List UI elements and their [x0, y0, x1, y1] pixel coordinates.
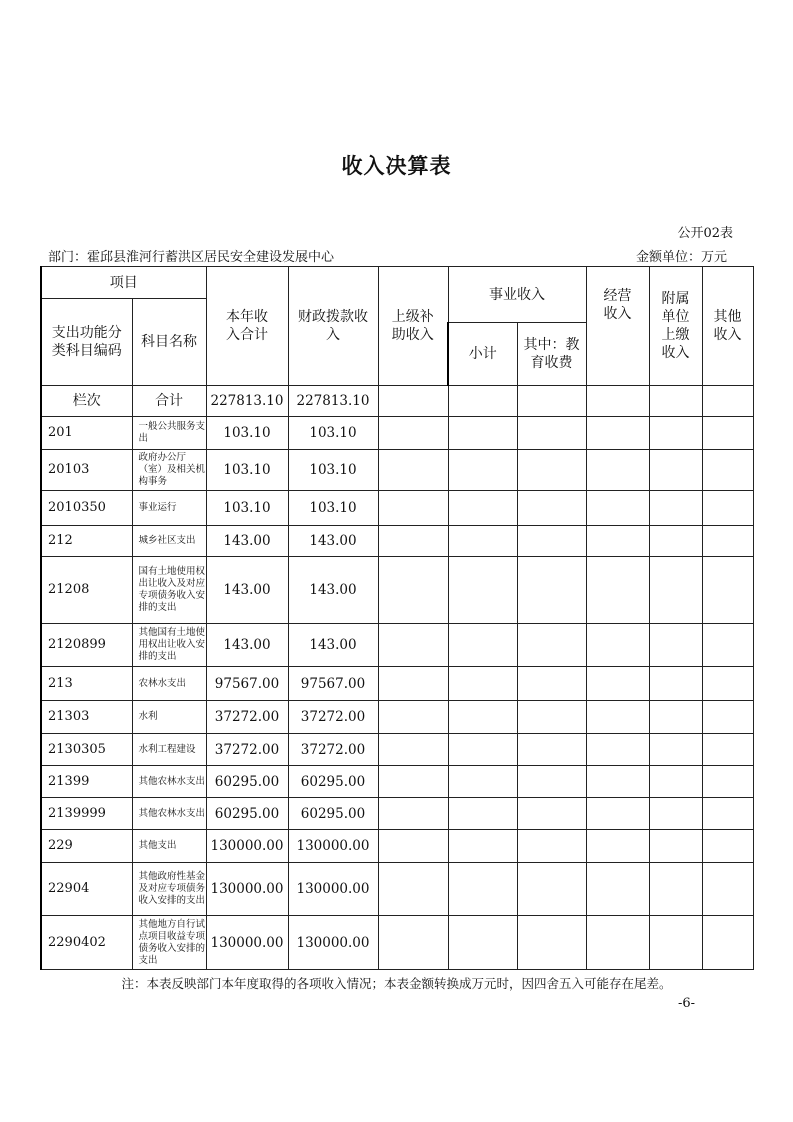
- empty-cell: [702, 766, 753, 798]
- row-fiscal: 103.10: [288, 450, 378, 491]
- empty-cell: [702, 624, 753, 667]
- empty-cell: [448, 701, 517, 734]
- table-row: [41, 734, 753, 766]
- row-fiscal: 97567.00: [288, 667, 378, 701]
- empty-cell: [517, 450, 586, 491]
- empty-cell: [586, 450, 649, 491]
- empty-cell: [378, 830, 448, 863]
- empty-cell: [702, 491, 753, 526]
- empty-cell: [448, 557, 517, 624]
- row-total: 37272.00: [206, 734, 288, 766]
- row-fiscal: 130000.00: [288, 916, 378, 970]
- row-subject-name: 其他农林水支出: [132, 766, 206, 798]
- table-row: [41, 624, 753, 667]
- empty-cell: [586, 417, 649, 450]
- table-number: 公开02表: [677, 226, 733, 241]
- row-subject-name: 其他农林水支出: [132, 798, 206, 830]
- empty-cell: [586, 624, 649, 667]
- row-fiscal: 143.00: [288, 526, 378, 557]
- table-row: [41, 766, 753, 798]
- header-other: 其他收入: [702, 267, 753, 386]
- footnote: 注：本表反映部门本年度取得的各项收入情况；本表金额转换成万元时，因四舍五入可能存在尾差。: [121, 976, 672, 991]
- row-subject-name: 其他支出: [132, 830, 206, 863]
- table-row: [41, 526, 753, 557]
- row-total: 103.10: [206, 450, 288, 491]
- header-fiscal: 财政拨款收入: [288, 267, 378, 386]
- empty-cell: [378, 557, 448, 624]
- row-total: 130000.00: [206, 916, 288, 970]
- table-row: [41, 417, 753, 450]
- row-subject-name: 水利: [132, 701, 206, 734]
- empty-cell: [649, 766, 702, 798]
- table-row: [41, 491, 753, 526]
- empty-cell: [378, 526, 448, 557]
- empty-cell: [448, 734, 517, 766]
- empty-cell: [517, 386, 586, 417]
- department-label: 部门：霍邱县淮河行蓄洪区居民安全建设发展中心: [48, 250, 335, 265]
- empty-cell: [702, 417, 753, 450]
- empty-cell: [517, 526, 586, 557]
- empty-cell: [448, 450, 517, 491]
- row-fiscal: 37272.00: [288, 701, 378, 734]
- empty-cell: [517, 766, 586, 798]
- empty-cell: [649, 386, 702, 417]
- empty-cell: [378, 491, 448, 526]
- row-total: 103.10: [206, 417, 288, 450]
- empty-cell: [378, 386, 448, 417]
- row-fiscal: 60295.00: [288, 766, 378, 798]
- row-code: 201: [41, 417, 132, 450]
- empty-cell: [702, 450, 753, 491]
- row-subject-name: 一般公共服务支出: [132, 417, 206, 450]
- empty-cell: [378, 766, 448, 798]
- empty-cell: [517, 557, 586, 624]
- header-subject-name: 科目名称: [132, 299, 206, 386]
- empty-cell: [586, 491, 649, 526]
- empty-cell: [586, 916, 649, 970]
- summary-fiscal: 227813.10: [288, 386, 378, 417]
- table-row: [41, 667, 753, 701]
- row-fiscal: 130000.00: [288, 863, 378, 916]
- empty-cell: [702, 734, 753, 766]
- empty-cell: [649, 557, 702, 624]
- empty-cell: [702, 916, 753, 970]
- empty-cell: [649, 830, 702, 863]
- row-total: 143.00: [206, 526, 288, 557]
- header-operating: 经营收入: [586, 267, 649, 386]
- header-affiliated: 附属单位上缴收入: [649, 267, 702, 386]
- empty-cell: [378, 798, 448, 830]
- header-business: 事业收入: [448, 267, 586, 323]
- row-code: 22904: [41, 863, 132, 916]
- empty-cell: [649, 450, 702, 491]
- empty-cell: [702, 863, 753, 916]
- empty-cell: [586, 701, 649, 734]
- empty-cell: [517, 734, 586, 766]
- income-table: [40, 266, 754, 970]
- row-fiscal: 103.10: [288, 491, 378, 526]
- page-title: 收入决算表: [341, 153, 452, 178]
- empty-cell: [586, 830, 649, 863]
- empty-cell: [517, 667, 586, 701]
- row-fiscal: 60295.00: [288, 798, 378, 830]
- empty-cell: [517, 830, 586, 863]
- unit-label: 金额单位：万元: [635, 250, 727, 265]
- empty-cell: [586, 386, 649, 417]
- row-total: 143.00: [206, 624, 288, 667]
- row-fiscal: 103.10: [288, 417, 378, 450]
- page-number: -6-: [677, 996, 695, 1011]
- header-func-code: 支出功能分类科目编码: [41, 299, 132, 386]
- empty-cell: [649, 667, 702, 701]
- empty-cell: [448, 624, 517, 667]
- row-fiscal: 130000.00: [288, 830, 378, 863]
- empty-cell: [448, 667, 517, 701]
- summary-total: 227813.10: [206, 386, 288, 417]
- row-fiscal: 37272.00: [288, 734, 378, 766]
- row-code: 2130305: [41, 734, 132, 766]
- row-code: 21208: [41, 557, 132, 624]
- row-total: 37272.00: [206, 701, 288, 734]
- empty-cell: [448, 386, 517, 417]
- empty-cell: [649, 526, 702, 557]
- row-total: 130000.00: [206, 830, 288, 863]
- row-subject-name: 政府办公厅（室）及相关机构事务: [132, 450, 206, 491]
- empty-cell: [378, 624, 448, 667]
- row-code: 20103: [41, 450, 132, 491]
- row-subject-name: 其他政府性基金及对应专项债务收入安排的支出: [132, 863, 206, 916]
- empty-cell: [586, 766, 649, 798]
- table-row: [41, 863, 753, 916]
- header-total: 本年收入合计: [206, 267, 288, 386]
- empty-cell: [378, 863, 448, 916]
- row-subject-name: 其他地方自行试点项目收益专项债务收入安排的支出: [132, 916, 206, 970]
- empty-cell: [702, 830, 753, 863]
- empty-cell: [448, 916, 517, 970]
- empty-cell: [649, 863, 702, 916]
- table-row: [41, 830, 753, 863]
- row-code: 2290402: [41, 916, 132, 970]
- summary-code: 栏次: [41, 386, 132, 417]
- table-row: [41, 701, 753, 734]
- empty-cell: [448, 766, 517, 798]
- row-total: 143.00: [206, 557, 288, 624]
- empty-cell: [517, 701, 586, 734]
- empty-cell: [649, 734, 702, 766]
- empty-cell: [649, 417, 702, 450]
- row-subject-name: 城乡社区支出: [132, 526, 206, 557]
- row-subject-name: 农林水支出: [132, 667, 206, 701]
- row-total: 60295.00: [206, 798, 288, 830]
- empty-cell: [702, 526, 753, 557]
- header-item: 项目: [41, 267, 206, 299]
- row-subject-name: 事业运行: [132, 491, 206, 526]
- empty-cell: [702, 667, 753, 701]
- empty-cell: [517, 417, 586, 450]
- empty-cell: [649, 798, 702, 830]
- row-code: 21303: [41, 701, 132, 734]
- row-code: 229: [41, 830, 132, 863]
- empty-cell: [378, 667, 448, 701]
- empty-cell: [378, 450, 448, 491]
- empty-cell: [448, 491, 517, 526]
- empty-cell: [517, 916, 586, 970]
- row-total: 97567.00: [206, 667, 288, 701]
- empty-cell: [702, 701, 753, 734]
- row-total: 130000.00: [206, 863, 288, 916]
- row-code: 2139999: [41, 798, 132, 830]
- row-subject-name: 国有土地使用权出让收入及对应专项债务收入安排的支出: [132, 557, 206, 624]
- empty-cell: [649, 491, 702, 526]
- empty-cell: [378, 417, 448, 450]
- empty-cell: [517, 624, 586, 667]
- row-subject-name: 水利工程建设: [132, 734, 206, 766]
- row-total: 60295.00: [206, 766, 288, 798]
- header-edu-fee: 其中：教育收费: [517, 323, 586, 386]
- row-code: 2120899: [41, 624, 132, 667]
- row-code: 213: [41, 667, 132, 701]
- empty-cell: [586, 798, 649, 830]
- header-superior: 上级补助收入: [378, 267, 448, 386]
- table-row: [41, 450, 753, 491]
- row-subject-name: 其他国有土地使用权出让收入安排的支出: [132, 624, 206, 667]
- empty-cell: [649, 701, 702, 734]
- empty-cell: [378, 916, 448, 970]
- row-fiscal: 143.00: [288, 624, 378, 667]
- empty-cell: [586, 734, 649, 766]
- empty-cell: [448, 798, 517, 830]
- empty-cell: [649, 624, 702, 667]
- empty-cell: [448, 526, 517, 557]
- row-code: 212: [41, 526, 132, 557]
- empty-cell: [448, 830, 517, 863]
- empty-cell: [702, 557, 753, 624]
- empty-cell: [378, 734, 448, 766]
- header-subtotal: 小计: [448, 323, 517, 386]
- empty-cell: [448, 417, 517, 450]
- row-code: 2010350: [41, 491, 132, 526]
- row-code: 21399: [41, 766, 132, 798]
- row-total: 103.10: [206, 491, 288, 526]
- row-fiscal: 143.00: [288, 557, 378, 624]
- summary-row: [41, 386, 753, 417]
- empty-cell: [517, 863, 586, 916]
- empty-cell: [649, 916, 702, 970]
- summary-name: 合计: [132, 386, 206, 417]
- empty-cell: [586, 526, 649, 557]
- empty-cell: [702, 798, 753, 830]
- empty-cell: [702, 386, 753, 417]
- empty-cell: [586, 863, 649, 916]
- table-row: [41, 916, 753, 970]
- empty-cell: [448, 863, 517, 916]
- empty-cell: [586, 667, 649, 701]
- empty-cell: [378, 701, 448, 734]
- empty-cell: [586, 557, 649, 624]
- table-row: [41, 798, 753, 830]
- table-row: [41, 557, 753, 624]
- empty-cell: [517, 491, 586, 526]
- empty-cell: [517, 798, 586, 830]
